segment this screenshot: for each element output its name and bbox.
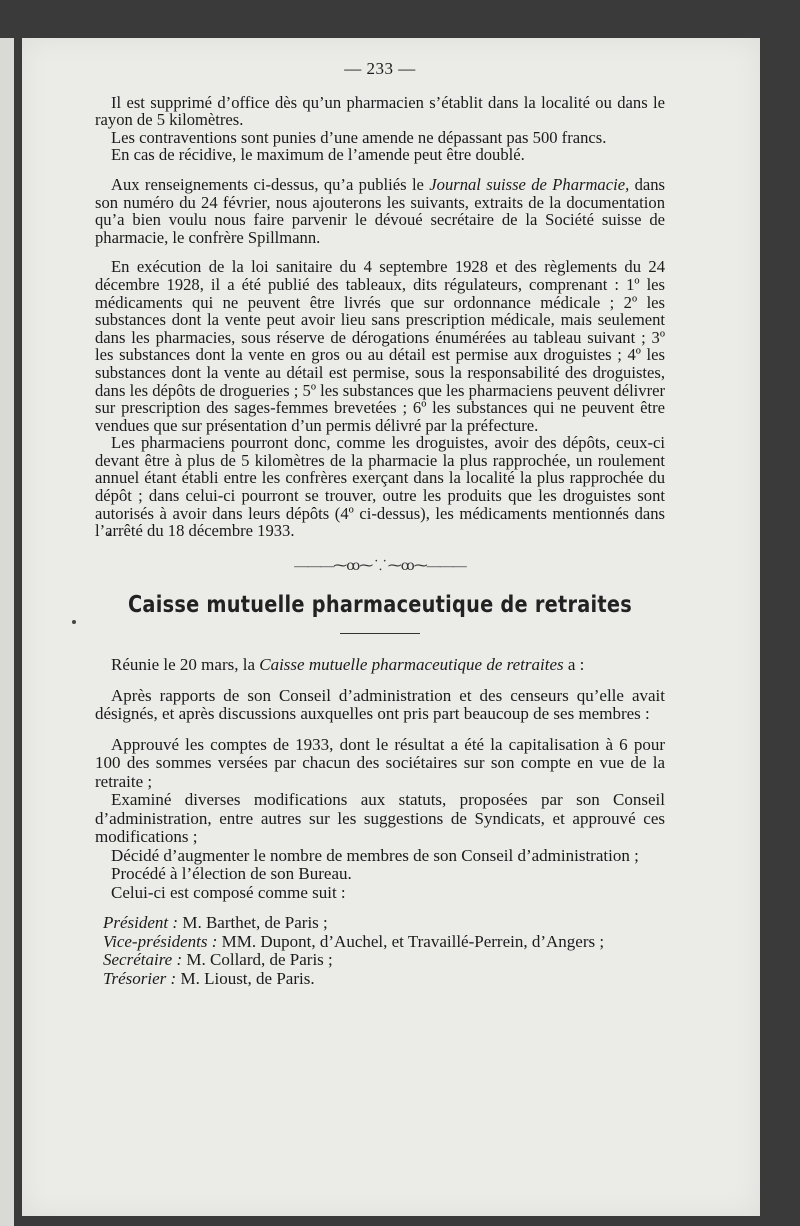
section-heading: Caisse mutuelle pharmaceutique de retraites (127, 592, 632, 619)
decision-item: Examiné diverses modifications aux statuts, proposées par son Conseil d’administration, entre autres sur les suggestions de Syndicats, et approuvé ces modifications ; (95, 790, 665, 847)
officer-secretary: Secrétaire : M. Collard, de Paris ; (103, 950, 333, 970)
paragraph: En cas de récidive, le maximum de l’amende peut être doublé. (111, 145, 525, 165)
officer-treasurer: Trésorier : M. Lioust, de Paris. (103, 968, 315, 988)
decision-item: Décidé d’augmenter le nombre de membres de son Conseil d’administration ; (111, 845, 639, 865)
decision-item: Approuvé les comptes de 1933, dont le résultat a été la capitalisation à 6 pour 100 des sommes versées par chacun des sociétaires sur son compte en vue de la retraite ; (95, 734, 665, 791)
margin-mark (72, 620, 76, 624)
decision-item: Procédé à l’élection de son Bureau. (111, 864, 352, 884)
paragraph-reunie: Réunie le 20 mars, la Caisse mutuelle pharmaceutique de retraites a : (111, 655, 585, 675)
officer-president: Président : M. Barthet, de Paris ; (103, 913, 328, 933)
paragraph-execution: En exécution de la loi sanitaire du 4 septembre 1928 et des règlements du 24 décembre 1928, il a été publié des tableaux, dits régulateurs, comprenant : 1º les médicaments qui ne peuvent être livrés que sur ordonnance médicale ; 2º les substances dont la vente peut avoir lieu sans prescription médicale, mais seulement dans les pharmacies, sous réserve de dérogations énumérées au tableau suivant ; 3º les substances dont la vente en gros ou au détail est permise aux droguistes ; 4º les substances dont la vente au détail est permise, sous la responsabilité des droguistes, dans les dépôts de drogueries ; 5º les substances que les pharmaciens peuvent délivrer sur prescription des sages-femmes brevetées ; 6º les substances qui ne peuvent être vendues que sur présentation d’un permis délivré par la préfecture. (95, 257, 665, 435)
paragraph: Il est supprimé d’office dès qu’un pharmacien s’établit dans la localité ou dans le rayon de 5 kilomètres. (95, 92, 665, 130)
paragraph-journal: Aux renseignements ci-dessus, qu’a publiés le Journal suisse de Pharmacie, dans son numéro du 24 février, nous ajouterons les suivants, extraits de la documentation qu’a bien voulu nous faire parvenir le dévoué secrétaire de la Société suisse de pharmacie, le confrère Spillmann. (95, 174, 665, 247)
decision-item: Celui-ci est composé comme suit : (111, 882, 346, 902)
adjacent-page-edge (0, 38, 14, 1226)
officers-list (95, 914, 665, 988)
section-body (95, 656, 665, 988)
paragraph-pharmaciens: Les pharmaciens pourront donc, comme les droguistes, avoir des dépôts, ceux-ci devant être à plus de 5 kilomètres de la pharmacie la plus rapprochée, un roulement annuel étant établi entre les confrères exerçant dans la localité la plus rapprochée du dépôt ; dans celui-ci pourront se trouver, outre les produits que les droguistes sont autorisés à avoir dans leurs dépôts (4º ci-dessus), les médicaments mentionnés dans l’arrêté du 18 décembre 1933. (95, 433, 665, 541)
journal-title: Journal suisse de Pharmacie, (429, 174, 630, 194)
section-ornament: ———⁓ꝏ⁓ ⸪ ⁓ꝏ⁓——— (294, 558, 466, 574)
page-content (95, 60, 665, 988)
paragraph: Les contraventions sont punies d’une amende ne dépassant pas 500 francs. (111, 127, 607, 147)
heading-rule (340, 633, 420, 634)
caisse-title: Caisse mutuelle pharmaceutique de retraites (259, 655, 564, 675)
officer-vice-presidents: Vice-présidents : MM. Dupont, d’Auchel, et Travaillé-Perrein, d’Angers ; (103, 931, 605, 951)
page-number: — 233 — (344, 59, 416, 78)
paragraph-rapports: Après rapports de son Conseil d’administration et des censeurs qu’elle avait désignés, et après discussions auxquelles ont pris part beaucoup de ses membres : (95, 685, 665, 724)
